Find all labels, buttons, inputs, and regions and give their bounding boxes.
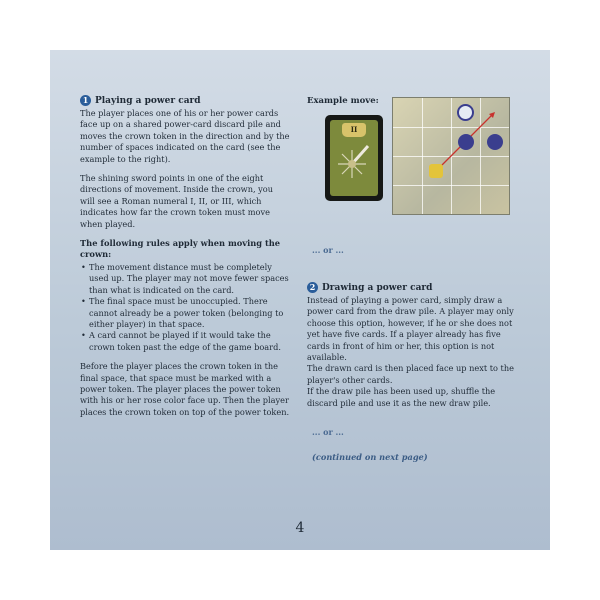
- paragraph: The shining sword points in one of the eight directions of movement. Inside the crown, you will see a Roman numeral I, II, or III, which indicates how far the crown token must move when played.: [80, 173, 273, 229]
- section-playing-power-card: [80, 95, 290, 426]
- section-heading: [307, 282, 522, 293]
- or-separator: ... or ...: [312, 245, 344, 255]
- example-label: Example move:: [307, 96, 379, 106]
- example-game-board: [392, 97, 510, 215]
- section-title: Drawing a power card: [322, 282, 433, 293]
- card-face: [330, 120, 378, 196]
- section-drawing-power-card: [307, 282, 522, 417]
- start-crown-icon: [429, 164, 443, 178]
- paragraph: The player places one of his or her power cards face up on a shared power-card discard pile and moves the crown token in the direction and by the number of spaces indicated on the card (see the example to the right).: [80, 108, 290, 164]
- rulebook-page: [50, 50, 550, 550]
- sword-icon: [330, 120, 378, 196]
- section-number-badge: 2: [307, 282, 318, 293]
- or-separator: ... or ...: [312, 427, 344, 437]
- rules-title: The following rules apply when moving the crown:: [80, 238, 281, 260]
- page-number: 4: [295, 520, 305, 536]
- section-number-badge: 1: [80, 95, 91, 106]
- paragraph: Before the player places the crown token in the final space, that space must be marked with a power token. The player places the power token with his or her rose color face up. Then the player places the crown token on top of the power token.: [80, 361, 290, 417]
- paragraph: The drawn card is then placed face up next to the player's other cards.: [307, 363, 514, 385]
- power-token-icon: [487, 134, 503, 150]
- paragraph: Instead of playing a power card, simply draw a power card from the draw pile. A player may only choose this option, however, if he or she does not yet have five cards. If a player already has five cards in front of him or her, this option is not available.: [307, 295, 514, 363]
- rule-item: • The movement distance must be completely used up. The player may not move fewer spaces than what is indicated on the card.: [89, 262, 290, 296]
- section-heading: [80, 95, 290, 106]
- rule-item: • The final space must be unoccupied. There cannot already be a power token (belonging to either player) in that space.: [89, 296, 290, 330]
- power-card-image: [325, 115, 383, 201]
- crown-token-icon: [457, 104, 474, 121]
- power-token-icon: [458, 134, 474, 150]
- section-title: Playing a power card: [95, 95, 201, 106]
- card-numeral: II: [350, 125, 358, 134]
- rule-item: • A card cannot be played if it would take the crown token past the edge of the game board.: [89, 330, 290, 353]
- move-arrow-icon: [393, 98, 509, 214]
- paragraph: If the draw pile has been used up, shuffle the discard pile and use it as the new draw pile.: [307, 386, 496, 408]
- rules-list: [80, 262, 290, 353]
- continued-note: (continued on next page): [312, 452, 428, 462]
